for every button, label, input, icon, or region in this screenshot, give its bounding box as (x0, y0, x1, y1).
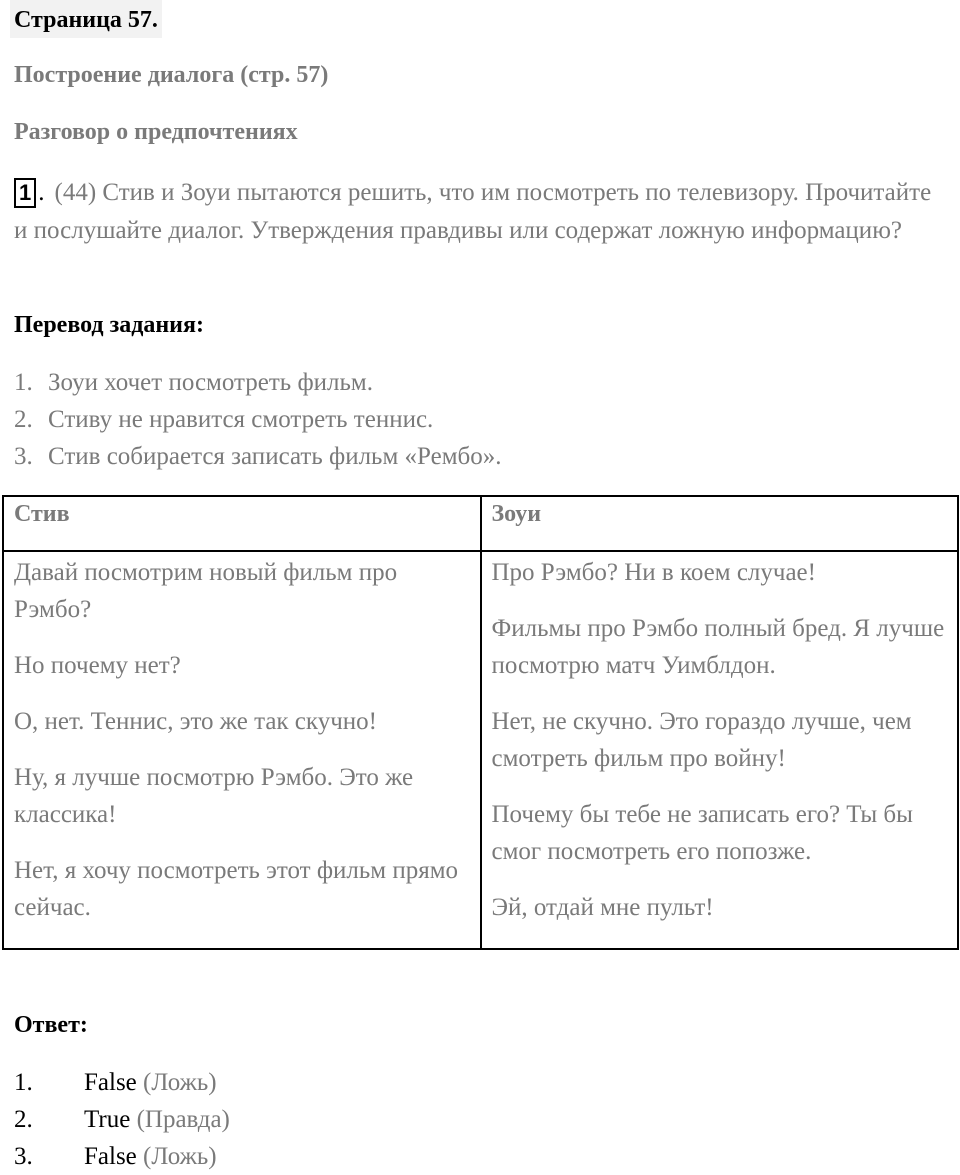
zoe-column (481, 551, 959, 949)
translation-heading: Перевод задания: (14, 312, 204, 338)
zoe-line: Про Рэмбо? Ни в коем случае! (491, 559, 816, 586)
statement-item (14, 401, 501, 438)
statement-list (14, 364, 501, 475)
answer-english: True (84, 1106, 131, 1133)
answer-number: 1. (14, 1069, 33, 1096)
answer-english: False (84, 1069, 137, 1096)
statement-item (14, 438, 501, 475)
header-steve: Стив (3, 496, 481, 551)
answer-russian: (Ложь) (143, 1143, 217, 1170)
answer-item (14, 1064, 230, 1101)
statement-number: 3. (14, 443, 33, 470)
answer-item (14, 1101, 230, 1138)
dialog-table (2, 495, 959, 950)
zoe-line: Почему бы тебе не записать его? Ты бы смог посмотреть его попозже. (491, 801, 913, 865)
steve-line: Нет, я хочу посмотреть этот фильм прямо сейчас. (14, 857, 459, 921)
statement-text: Зоуи хочет посмотреть фильм. (48, 369, 373, 396)
answer-list (14, 1064, 230, 1175)
task-number-dot: . (38, 179, 45, 206)
steve-line: О, нет. Теннис, это же так скучно! (14, 708, 377, 735)
task-block (14, 174, 934, 250)
steve-line: Давай посмотрим новый фильм про Рэмбо? (14, 559, 398, 623)
zoe-line: Фильмы про Рэмбо полный бред. Я лучше посмотрю матч Уимблдон. (491, 615, 945, 679)
statement-text: Стиву не нравится смотреть теннис. (48, 406, 434, 433)
task-number-badge: 1 (14, 178, 36, 208)
statement-number: 2. (14, 406, 33, 433)
answer-number: 2. (14, 1106, 33, 1133)
steve-line: Ну, я лучше посмотрю Рэмбо. Это же классика! (14, 764, 414, 828)
answer-item (14, 1138, 230, 1175)
header-zoe: Зоуи (481, 496, 959, 551)
steve-column (3, 551, 481, 949)
zoe-line: Эй, отдай мне пульт! (491, 894, 714, 921)
answer-russian: (Ложь) (143, 1069, 217, 1096)
section-title: Построение диалога (стр. 57) (14, 62, 329, 88)
answer-number: 3. (14, 1143, 33, 1170)
page-title: Страница 57. (10, 0, 162, 38)
answer-heading: Ответ: (14, 1012, 88, 1038)
statement-text: Стив собирается записать фильм «Рембо». (48, 443, 502, 470)
zoe-line: Нет, не скучно. Это гораздо лучше, чем смотреть фильм про войну! (491, 708, 912, 772)
dialog-header-row (3, 496, 958, 551)
statement-item (14, 364, 501, 401)
dialog-body-row (3, 551, 958, 949)
subsection-title: Разговор о предпочтениях (14, 119, 298, 145)
task-text: (44) Стив и Зоуи пытаются решить, что им посмотреть по телевизору. Прочитайте и послушайте диалог. Утверждения правдивы или содержат ложную информацию? (14, 179, 932, 244)
steve-line: Но почему нет? (14, 652, 181, 679)
answer-russian: (Правда) (136, 1106, 230, 1133)
statement-number: 1. (14, 369, 33, 396)
answer-english: False (84, 1143, 137, 1170)
